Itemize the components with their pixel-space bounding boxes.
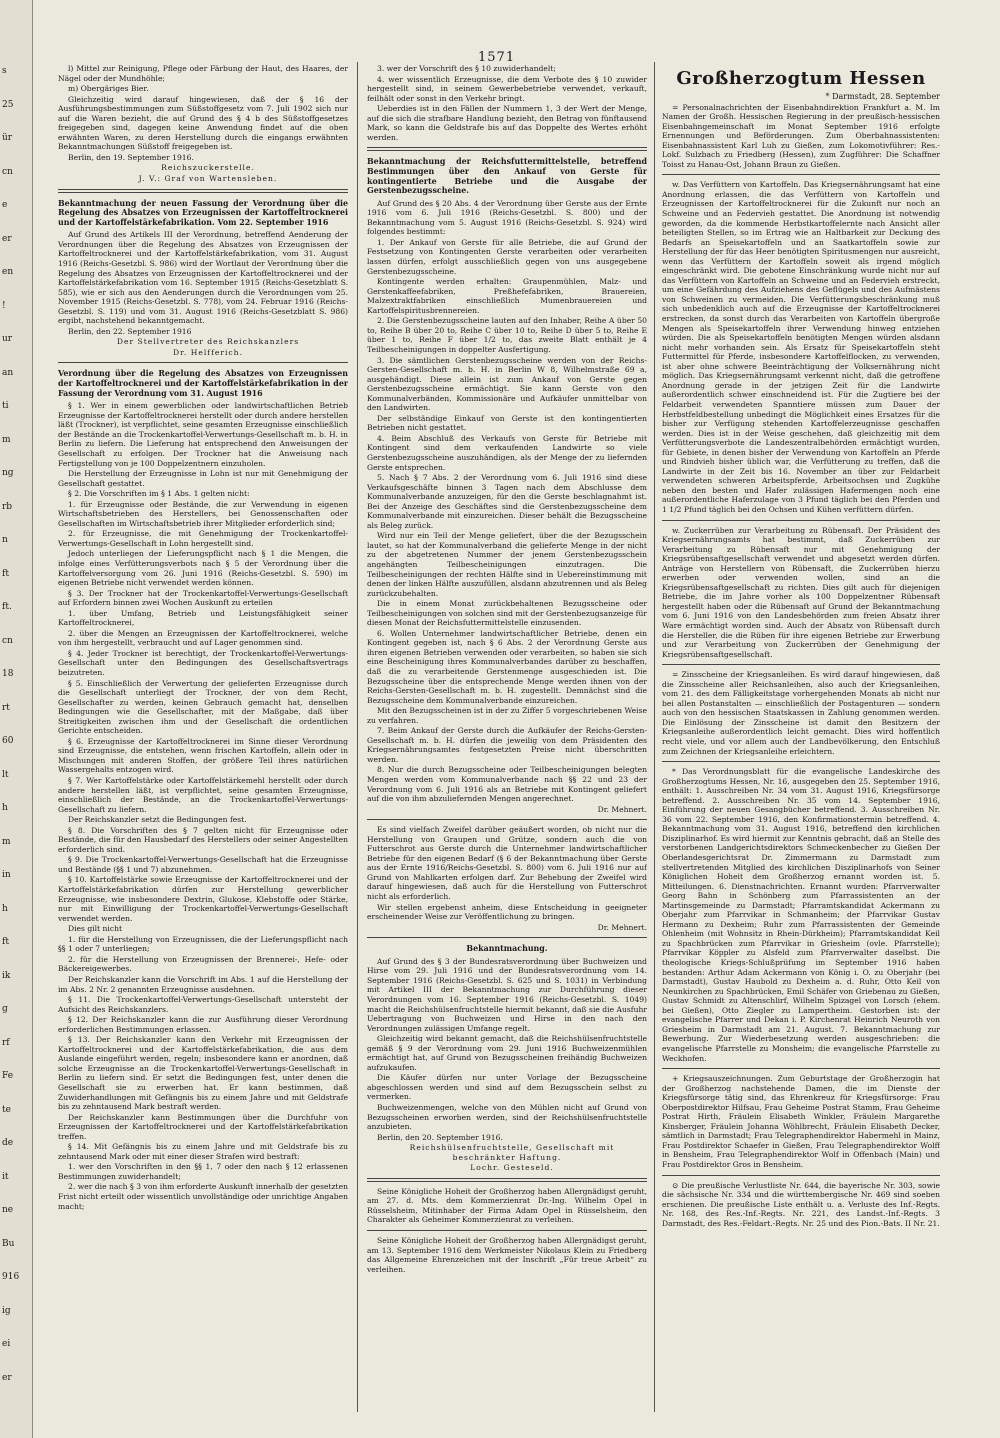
- gutter-fragment: ft: [2, 937, 9, 947]
- opening-paragraphs: [58, 64, 348, 162]
- article-continuation: [367, 64, 647, 142]
- gutter-fragment: ig: [2, 1305, 11, 1316]
- gutter-fragment: Fe: [2, 1071, 14, 1081]
- paragraph: Gleichzeitig wird bekannt gemacht, daß die Reichshülsenfruchtstelle gemäß § 9 der Verordnung vom 29. Juni 1916 Buchweizenmühlen ermächtigt hat, auf Grund von Bezugsscheinen freihändig Buchweizen aufzukaufen.: [367, 1034, 647, 1072]
- gutter-fragment: e: [2, 200, 8, 210]
- divider: [58, 362, 348, 363]
- divider: [662, 520, 940, 521]
- gutter-fragment: rb: [2, 501, 13, 512]
- paragraph: Seine Königliche Hoheit der Großherzog haben Allergnädigst geruht, am 27. d. Mts. dem Kommerzienrat Dr.-Ing. Wilhelm Opel in Rüsselsheim, Mitinhaber der Firma Adam Opel in Rüsselsheim, den Charakter als Geheimer Kommerzienrat zu verleihen.: [367, 1186, 647, 1225]
- gutter-fragment: h: [2, 803, 8, 813]
- signature-name: Lochr. Gesteseld.: [470, 1163, 554, 1173]
- signature-name: Dr. Mehnert.: [597, 804, 647, 814]
- paragraph: 8. Nur die durch Bezugsscheine oder Teilbescheinigungen belegten Mengen werden vom Kommunalverbande nach §§ 22 und 23 der Verordnung vom 6. Juli 1916 als an Betriebe mit Kontingent geliefert auf die von ihm abzuliefernden Mengen angerechnet.: [367, 765, 647, 804]
- paragraph: 4. Beim Abschluß des Verkaufs von Gerste für Betriebe mit Kontingent sind dem verkaufenden Landwirte so viele Gerstenbezugsscheine auszuhändigen, als der Menge der zu liefernden Gerste entsprechen.: [367, 433, 647, 472]
- gutter-fragment: ng: [2, 468, 14, 478]
- paragraph: 2. für die Herstellung von Erzeugnissen der Brennerei-, Hefe- oder Bäckereigewerbes.: [58, 954, 348, 974]
- divider: [662, 174, 940, 175]
- gutter-fragment: lt: [2, 769, 9, 780]
- gutter-fragment: 18: [2, 669, 14, 679]
- divider: [367, 819, 647, 820]
- paragraph: Ueberdies ist in den Fällen der Nummern 1, 3 der Wert der Menge, auf die sich die strafbare Handlung bezieht, den Betrag von fünftausend Mark, so kann die Geldstrafe bis auf das Doppelte des Wertes erhöht werden.: [367, 104, 647, 142]
- dateline: * Darmstadt, 28. September: [825, 92, 940, 101]
- paragraph: w. Das Verfüttern von Kartoffeln. Das Kriegsernährungsamt hat eine Anordnung erlassen, die das Verfüttern von Kartoffeln und Erzeugnissen der Kartoffeltrocknerei für die Zukunft nur noch an Schweine und an Federvieh gestattet. Die Anordnung ist notwendig geworden, da die kommende Herbstkartoffelernte nach Ansicht aller beteiligten Stellen, so im Ertrag wie an Haltbarkeit zur Deckung des Bedarfs an Speisekartoffeln und an Saatkartoffeln sowie zur Herstellung der für das Heer benötigten Spiritusmengen nur ausreicht, wenn das Verfüttern der Kartoffeln soweit als irgend möglich eingeschränkt wird. Die gebotene Einschränkung wurde nicht nur auf das Verfüttern von Kartoffeln an Schweine und an Federvieh erstreckt, um eine Gefährdung des Aufziehens des Geflügels und des Aufmästens von Schweinen zu vermeiden. Die Verfütterungsbeschränkung muß sich unbedenklich auch auf die Erzeugnisse der Kartoffeltrocknerei erstrecken, da sonst durch das Verarbeiten von Kartoffeln übergroße Mengen als Speisekartoffeln ihrer Verwendung hinweg entziehen würden. Die als Speisekartoffeln benötigten Mengen würden alsdann nicht mehr vorhanden sein. Als Ersatz für Speisekartoffeln steht Futtermittel für Pferde, insbesondere Kartoffelflocken, zu verwenden, ist aber ohne schwere Beeinträchtigung der Volksernährung nicht möglich. Das Kriegsernährungsamt verkennt nicht, daß die getroffene Anordnung gerade in der jetzigen Zeit für die Landwirte außerordentlich schwer einschneidend ist. Für die Zugtiere bei der Feldarbeit verwendeten Spanntiere müssen zum Dauer der Herbstfeldbestellung unbedingt die Möglichkeit eines Ersatzes für die bisher zur Verfügung stehenden Kartoffelerzeugnisse geschaffen werden. Dies ist in der Weise geschehen, daß gleichzeitig mit dem Verfütterungsverbote die Landeszentralbehörden ermächtigt wurden, für Gebiete, in denen bisher der Verwendung von Kartoffeln an Pferde und Rindvieh bisher üblich war, die Verfütterung zu treffen, daß die Landwirte in der Zeit bis 16. November an über zur Feldarbeit verwendeten schweren Arbeitspferde, Arbeitsochsen und Zugkühe neben den besten und Hafer zulässigen Hafermengen noch eine außerordentliche Haferzulage von 3 Pfund täglich bei den Pferden und 1 1/2 Pfund täglich bei den Ochsen und Kühen verfüttern dürfen.: [662, 180, 940, 514]
- gutter-fragment: an: [2, 367, 14, 378]
- gutter-fragment: en: [2, 267, 14, 277]
- paragraph: 1. Der Ankauf von Gerste für alle Betriebe, die auf Grund der Festsetzung von Kontingenten Gerste verarbeiten oder verarbeiten lassen dürfen, erfolgt ausschließlich gegen von uns ausgegebene Gerstenbezugsscheine.: [367, 237, 647, 276]
- column-3: [662, 64, 940, 1409]
- paragraph: Der Reichskanzler kann Bestimmungen über die Durchfuhr von Erzeugnissen der Kartoffeltrocknerei und der Kartoffelstärkefabrikation treffen.: [58, 1112, 348, 1141]
- paragraph: 2. wer die nach § 3 von ihm erforderte Auskunft innerhalb der gesetzten Frist nicht erteilt oder wissentlich unvollständige oder unrichtige Angaben macht;: [58, 1182, 348, 1211]
- signature-name: J. V.: Graf von Wartensleben.: [138, 174, 278, 184]
- paragraph: ⊙ Die preußische Verlustliste Nr. 644, die bayerische Nr. 303, sowie die sächsische Nr. 334 und die württembergische Nr. 469 sind soeben erschienen. Die preußische Liste enthält u. a. Verluste des Inf.-Regts. Nr. 168, des Res.-Inf.-Regts. Nr. 221, des Landst.-Inf.-Regts. 3 Darmstadt, des Res.-Feldart.-Regts. Nr. 25 und des Pion.-Bats. II Nr. 21.: [662, 1180, 940, 1228]
- paragraph: § 10. Kartoffelstärke sowie Erzeugnisse der Kartoffeltrocknerei und der Kartoffelstärkefabrikation dürfen zur Herstellung gewerblicher Erzeugnisse, wie insbesondere Dextrin, Glukose, Klebstoffe oder Stärke, nur mit Einwilligung der Trockenkartoffel-Verwertungs-Gesellschaft verwendet werden.: [58, 875, 348, 923]
- signature-name: Dr. Helfferich.: [173, 347, 243, 357]
- signature-name: Dr. Mehnert.: [597, 922, 647, 932]
- gutter-fragment: Bu: [2, 1238, 15, 1249]
- paragraph: Auf Grund des § 3 der Bundesratsverordnung über Buchweizen und Hirse vom 29. Juli 1916 und der Bundesratsverordnung vom 14. September 1916 (Reichs-Gesetzbl. S. 625 und S. 1031) in Verbindung mit Artikel III der Bekanntmachung zur Durchführung dieser Verordnungen vom 16. September 1916 (Reichs-Gesetzbl. S. 1049) macht die Reichshülsenfruchtstelle hiermit bekannt, daß sie die Ausfuhr Uebertragung von Buchweizen und Hirse in den nach den Verordnungen zulässigen Umfange regelt.: [367, 956, 647, 1033]
- paragraph: 4. wer wissentlich Erzeugnisse, die dem Verbote des § 10 zuwider hergestellt sind, in seinem Gewerbebetriebe verwendet, verkauft, feilhält oder sonst in den Verkehr bringt.: [367, 74, 647, 103]
- signature-office: Reichshülsenfruchtstelle, Gesellschaft mit beschränkter Haftung.: [409, 1143, 615, 1162]
- paragraph: Berlin, den 19. September 1916.: [68, 152, 194, 162]
- signature-office: Der Stellvertreter des Reichskanzlers: [116, 337, 300, 347]
- gutter-fragment: h: [2, 903, 8, 914]
- paragraph: 2. für Erzeugnisse, die mit Genehmigung der Trockenkartoffel-Verwertungs-Gesellschaft in Lohn hergestellt sind.: [58, 529, 348, 548]
- gutter-fragment: s: [2, 66, 7, 76]
- gutter-fragment: cn: [2, 635, 13, 646]
- gutter-fragment: ti: [2, 401, 9, 411]
- paragraph: § 1. Wer in einem gewerblichen oder landwirtschaftlichen Betrieb Erzeugnisse der Kartoffeltrocknerei herstellt oder durch andere herstellen läßt (Trockner), ist verpflichtet, seine gesamten Erzeugnisse einschließlich der Bestände an die Trockenkartoffel-Verwertungs-Gesellschaft m. b. H. in Berlin zu liefern. Die Lieferung hat entsprechend den Anweisungen der Gesellschaft zu erfolgen. Der Trockner hat die Anweisung nach Fertigstellung von je 100 Doppelzentnern einzuholen.: [58, 401, 348, 468]
- paragraph: Mit den Bezugsscheinen ist in der zu Ziffer 5 vorgeschriebenen Weise zu verfahren.: [367, 706, 647, 725]
- gutter-fragment: de: [2, 1138, 14, 1148]
- paragraph: Der Reichskanzler kann die Vorschrift im Abs. 1 auf die Herstellung der im Abs. 2 Nr. 2 genannten Erzeugnisse ausdehnen.: [58, 974, 348, 994]
- article-body: [58, 401, 348, 1211]
- column-2: [367, 64, 647, 1409]
- page-number: 1571: [478, 50, 516, 65]
- divider: [367, 147, 647, 151]
- gutter-fragment: er: [2, 233, 12, 244]
- paragraph: Wir stellen ergebenst anheim, diese Entscheidung in geeigneter erscheinender Weise zur Veröffentlichung zu bringen.: [367, 902, 647, 922]
- gutter-fragment: rt: [2, 702, 10, 713]
- gutter-fragment: 60: [2, 736, 14, 746]
- paragraph: 2. Die Gerstenbezugsscheine lauten auf den Inhaber, Reihe A über 50 to, Reihe B über 20 to, Reihe C über 10 to, Reihe D über 5 to, Reihe E über 1 to, Reihe F über 1/2 to, das zweite Blatt enthält je 4 Teilbescheinigungen in doppelter Ausfertigung.: [367, 316, 647, 354]
- paragraph: 1. für die Herstellung von Erzeugnissen, die der Lieferungspflicht nach §§ 1 oder 7 unterliegen;: [58, 934, 348, 954]
- regional-news: [662, 103, 940, 1229]
- paragraph: Kontingente werden erhalten: Graupenmühlen, Malz- und Gerstenkaffeefabriken, Preßhefefabriken, Brauereien, Malzextraktfabriken einschließlich Mumenbrauereien und Kartoffelspiritusbrennereien.: [367, 277, 647, 315]
- paragraph: § 8. Die Vorschriften des § 7 gelten nicht für Erzeugnisse oder Bestände, die für den Hausbedarf des Herstellers oder seiner Angestellten erforderlich sind.: [58, 825, 348, 854]
- gutter-fragment: ur: [2, 334, 13, 344]
- divider: [367, 1178, 647, 1182]
- paragraph: 7. Beim Ankauf der Gerste durch die Aufkäufer der Reichs-Gersten-Gesellschaft m. b. H. dürfen die jeweilig von dem Präsidenten des Kriegsernährungsamtes festgesetzten Preise nicht überschritten werden.: [367, 726, 647, 764]
- paragraph: Berlin, den 20. September 1916.: [377, 1132, 503, 1142]
- paragraph: 6. Wollen Unternehmer landwirtschaftlicher Betriebe, denen ein Kontingent gegeben ist, nach § 6 Abs. 2 der Verordnung Gerste aus ihren eigenen Betrieben verwenden oder verarbeiten, so haben sie sich eine Bescheinigung ihres Kommunalverbandes darüber zu beschaffen, daß die zu verarbeitende Gerstenmenge ausgeschieden ist. Die Bezugsscheine über die entsprechende Menge werden ihnen von der Reichs-Gersten-Gesellschaft m. b. H. zugestellt. Demnächst sind die Bezugsscheine dem Kommunalverbande einzureichen.: [367, 628, 647, 705]
- paragraph: + Kriegsauszeichnungen. Zum Geburtstage der Großherzogin hat der Großherzog nachstehende Damen, die im Dienste der Kriegsfürsorge tätig sind, das Ehrenkreuz für Kriegsfürsorge: Frau Oberpostdirektor Hilfsau, Frau Geheime Postrat Stamm, Frau Geheime Postrat Hirth, Fräulein Elisabeth Winkler, Fräulein Margarethe Kinsberger, Fräulein Johanna Wöhlbrecht, Fräulein Elisabeth Decker, sämtlich in Darmstadt; Frau Telegraphendirektor Habermehl in Mainz, Frau Postdirektor Schaefer in Gießen, Frau Telegraphendirektor Wolff in Bensheim, Frau Telegraphendirektor Wolf in Offenbach (Main) und Frau Postdirektor Gros in Bensheim.: [662, 1074, 940, 1169]
- gutter-fragment: ik: [2, 970, 11, 981]
- divider: [58, 189, 348, 193]
- paragraph: Gleichzeitig wird darauf hingewiesen, daß der § 16 der Ausführungsbestimmungen zum Süßstoffgesetz vom 7. Juli 1902 sich nur auf die Waren bezieht, die auf Grund des § 4 b des Süßstoffgesetzes freigegeben sind, dagegen keine Anwendung findet auf die oben erwähnten Waren, zu deren Herstellung durch die eingangs erwähnten Bekanntmachungen Süßstoff freigegeben ist.: [58, 94, 348, 152]
- gutter-fragment: n: [2, 535, 8, 545]
- column-rule: [357, 62, 358, 1412]
- paragraph: § 3. Der Trockner hat der Trockenkartoffel-Verwertungs-Gesellschaft auf Erfordern binnen zwei Wochen Auskunft zu erteilen: [58, 588, 348, 608]
- divider: [662, 1068, 940, 1069]
- paragraph: Jedoch unterliegen der Lieferungspflicht nach § 1 die Mengen, die infolge eines Verfütterungsverbots nach § 5 der Verordnung über die Kartoffelversorgung vom 26. Juni 1916 (Reichs-Gesetzbl. S. 590) im eigenen Betriebe nicht verwendet werden können.: [58, 549, 348, 588]
- headline: Bekanntmachung der neuen Fassung der Verordnung über die Regelung des Absatzes von Erzeugnissen der Kartoffeltrocknerei und der Kartoffelstärkefabrikation. Vom 22. September 1916: [58, 198, 348, 227]
- gutter-fragment: it: [2, 1171, 9, 1182]
- paragraph: § 7. Wer Kartoffelstärke oder Kartoffelstärkemehl herstellt oder durch andere herstellen läßt, ist verpflichtet, seine gesamten Erzeugnisse, einschließlich der Bestände, an die Trockenkartoffel-Verwertungs-Gesellschaft zu liefern.: [58, 776, 348, 814]
- court-news: [367, 1187, 647, 1274]
- headline: Bekanntmachung.: [466, 944, 548, 954]
- divider: [367, 1230, 647, 1231]
- article-body: [58, 230, 348, 336]
- paragraph: 1. über Umfang, Betrieb und Leistungsfähigkeit seiner Kartoffeltrocknerei,: [58, 608, 348, 628]
- paragraph: Die Herstellung der Erzeugnisse in Lohn ist nur mit Genehmigung der Gesellschaft gestattet.: [58, 469, 348, 488]
- paragraph: Wird nur ein Teil der Menge geliefert, über die der Bezugsschein lautet, so hat der Kommunalverband die gelieferte Menge in der nicht zu der abgetretenen Nummer der jenem Gerstenbezugsschein angehängten Teilbescheinigungen einzutragen. Die Teilbescheinigungen der rechten Hälfte sind in Uebereinstimmung mit denen der linken Hälfte auszufüllen, alsdann abzutrennen und als Beleg zurückzubehalten.: [367, 531, 647, 598]
- gutter-fragment: rf: [2, 1037, 10, 1048]
- paragraph: 3. wer der Vorschrift des § 10 zuwiderhandelt;: [377, 64, 556, 73]
- paragraph: * Das Verordnungsblatt für die evangelische Landeskirche des Großherzogtums Hessen, Nr. 16, ausgegeben den 25. September 1916, enthält: 1. Ausschreiben Nr. 34 vom 31. August 1916, Kriegsfürsorge betreffend. 2. Ausschreiben Nr. 35 vom 14. September 1916, Einführung der neuen Gesangbücher betreffend. 3. Ausschreiben Nr. 36 vom 22. September 1916, den Konfirmationstermin betreffend. 4. Bekanntmachung vom 31. August 1916, betreffend den kirchlichen Disziplinarhof. Es wird hiermit zur Kenntnis gebracht, daß an Stelle des verstorbenen Landgerichtsdirektors Schmeckenbecher zu Gießen Der Oberlandesgerichtsrat Dr. Zimmermann zu Darmstadt zum stellvertretenden Mitglied des kirchlichen Disziplinarhofs von Seiner Königlichen Hoheit dem Großherzog ernannt worden ist. 5. Mitteilungen. 6. Dienstnachrichten. Ernannt wurden: Pfarrverwalter Georg Bahn in Schönberg zum Pfarrassistenten an der Martinsgemeinde zu Darmstadt; Pfarramtskandidat Ackermann zu Oberjahr zum Pfarrvikar in Schmanheim; der Pfarrvikar Gustav Hermann zu Dexheim; Ruhr zum Pfarrassistenten der Gemeinde Ohlenheim (mit Wohnsitz in Rhein-Dürkheim); Pfarramtskandidat Keil zu Spachbrücken zum Pfarrvikar in Griesheim (ovle. Pfarrstelle); Pfarrvikar Köppler zu Alsfeld zum Pfarrverwalter daselbst. Die theologische Kriegs-Schlußprüfung im September 1916 haben bestanden: Arthur Adam Ackermann von König i. O. zu Oberjahr (bei Darmstadt), Gustav Haubold zu Dexheim a. d. Ruhr, Otto Keil von Neunkirchen zu Spachbrücken, Emil Schäfer von Griebenau zu Gießen, Gustav Schmidt zu Altenschlirf, Wilhelm Spizagel von Lorsch (ehem. bei Gießen), Otto Ziegler zu Lampertheim. Gestorben ist: der evangelische Pfarrer und Dekan i. P. Kirchenrat Heinrich Neuroth von Griesheim in Darmstadt am 21. August. 7. Bekanntmachung zur Bewerbung. Zur Wiederbesetzung werden ausgeschrieben: die evangelische Pfarrstelle zu Monsheim; die evangelische Pfarrstelle zu Weckhofen.: [662, 767, 940, 1063]
- paragraph: § 5. Einschließlich der Verwertung der gelieferten Erzeugnisse durch die Gesellschaft unterliegt der Trockner, der von dem Recht, Gesellschafter zu werden, keinen Gebrauch gemacht hat, denselben Bedingungen wie die Gesellschafter, mit der Maßgabe, daß über Streitigkeiten zwischen ihm und der Gesellschaft die ordentlichen Gerichte entscheiden.: [58, 678, 348, 736]
- paragraph: Dies gilt nicht: [68, 924, 123, 934]
- column-rule: [654, 62, 655, 1412]
- paragraph: m) Obergäriges Bier.: [68, 84, 149, 94]
- divider: [662, 761, 940, 762]
- paragraph: Seine Königliche Hoheit der Großherzog haben Allergnädigst geruht, am 13. September 1916 dem Werkmeister Nikolaus Klein zu Friedberg das Allgemeine Ehrenzeichen mit der Inschrift „Für treue Arbeit“ zu verleihen.: [367, 1236, 647, 1274]
- gutter-fragment: m: [2, 836, 11, 847]
- section-title: Großherzogtum Hessen: [676, 68, 926, 89]
- divider: [662, 1175, 940, 1176]
- gutter-fragment: m: [2, 434, 11, 445]
- article-body: [367, 957, 647, 1142]
- headline: Verordnung über die Regelung des Absatzes von Erzeugnissen der Kartoffeltrocknerei und der Kartoffelstärkefabrikation in der Fassung der Verordnung vom 31. August 1916: [58, 369, 348, 398]
- previous-page-gutter: [0, 0, 33, 1438]
- gutter-fragment: 916: [2, 1272, 20, 1282]
- paragraph: 5. Nach § 7 Abs. 2 der Verordnung vom 6. Juli 1916 sind diese Verkaufsgeschäfte binnen 3 Tagen nach dem Abschlusse dem Kommunalverbande anzuzeigen, für den die Gerste beschlagnahmt ist. Bei der Anzeige des Geschäftes sind die Gerstenbezugsscheine dem Kommunalverbande mit einzureichen. Dieser behält die Bezugsscheine als Beleg zurück.: [367, 473, 647, 530]
- paragraph: Der selbständige Einkauf von Gerste ist den kontingentierten Betrieben nicht gestattet.: [367, 413, 647, 433]
- paragraph: 3. Die sämtlichen Gerstenbezugsscheine werden von der Reichs-Gersten-Gesellschaft m. b. H. in Berlin W 8, Wilhelmstraße 69 a, ausgehändigt. Diese allein ist zum Ankauf von Gerste gegen Gerstenbezugsscheine ermächtigt. Sie kann Gerste von den Kommunalverbänden, Kommissionäre und Aufkäufer unmittelbar von den Landwirten.: [367, 355, 647, 413]
- paragraph: w. Zuckerrüben zur Verarbeitung zu Rübensaft. Der Präsident des Kriegsernährungsamts hat bestimmt, daß Zuckerrüben zur Verarbeitung zu Rübensaft nur mit Genehmigung der Kriegsrübensaftgesellschaft verwendet und abgesetzt werden dürfen. Anträge von Herstellern von Rübensaft, die Zuckerrüben hierzu erwerben oder verwenden wollen, sind an die Kriegsrübensaftgesellschaft zu richten. Dies gilt auch für diejenigen Betriebe, die im Jahre vorher als 100 Doppelzentner Rübensaft hergestellt haben oder die Rübensaft auf Grund der Bekanntmachung vom 6. Juni 1916 von den Landesbehörden zum freien Absatz ihrer Ware ermächtigt worden sind. Auch der Absatz von Rübensaft durch die Hersteller, die die Rüben für ihre eigenen Betriebe zur Erwerbung und zur Verarbeitung von Zuckerrüben der Genehmigung der Kriegsrübensaftgesellschaft.: [662, 525, 940, 659]
- paragraph: Die Käufer dürfen nur unter Vorlage der Bezugsscheine abgeschlossen werden und sind auf dem Bezugsschein selbst zu vermerken.: [367, 1073, 647, 1102]
- gutter-fragment: in: [2, 870, 11, 880]
- paragraph: 1. wer den Vorschriften in den §§ 1, 7 oder den nach § 12 erlassenen Bestimmungen zuwiderhandelt;: [58, 1162, 348, 1181]
- paragraph: = Zinsscheine der Kriegsanleihen. Es wird darauf hingewiesen, daß die Zinsscheine aller Reichsanleihen, also auch der Kriegsanleihen, vom 21. des dem Fälligkeitstage vorhergehenden Monats ab nicht nur bei allen Postanstalten — einschließlich der Postagenturen — sondern auch von den hessischen Staatskassen in Zahlung genommen werden. Die Einlösung der Zinsscheine ist damit den Besitzern der Kriegsanleihe außerordentlich leicht gemacht. Dies wird hoffentlich recht viele, und vor allem auch der Landbevölkerung, den Entschluß zum Zeichnen der Kriegsanleihe erleichtern.: [662, 670, 940, 756]
- paragraph: Berlin, den 22. September 1916: [68, 326, 192, 336]
- signature-office: Reichszuckerstelle.: [161, 163, 255, 173]
- gutter-fragment: 25: [2, 99, 14, 110]
- gutter-fragment: ei: [2, 1339, 11, 1349]
- gutter-fragment: ne: [2, 1205, 14, 1215]
- gutter-fragment: ft: [2, 568, 9, 579]
- paragraph: = Personalnachrichten der Eisenbahndirektion Frankfurt a. M. Im Namen der Großh. Hessischen Regierung in der preußisch-hessischen Eisenbahngemeinschaft im Monat September 1916 erfolgte Ernennungen und Beförderungen. Zum Oberbahnassistenten: Eisenbahnassistent Karl Luh zu Gießen, zum Lokomotivführer: Res.-Lokf. Sulzbach zu Friedberg (Hessen), zum Zugführer: Die Schaffner Toisst zu Hanau-Ost, Johann Braun zu Gießen.: [662, 102, 940, 169]
- paragraph: § 2. Die Vorschriften im § 1 Abs. 1 gelten nicht:: [68, 489, 250, 499]
- divider: [367, 937, 647, 938]
- paragraph: Der Reichskanzler setzt die Bedingungen fest.: [68, 815, 247, 825]
- column-1: [58, 64, 348, 1409]
- gutter-fragment: te: [2, 1104, 11, 1115]
- paragraph: § 13. Der Reichskanzler kann den Verkehr mit Erzeugnissen der Kartoffeltrocknerei und der Kartoffelstärkefabrikation, die aus dem Auslande eingeführt werden, regeln; insbesondere kann er anordnen, daß solche Erzeugnisse an die Trockenkartoffel-Verwertungs-Gesellschaft in Berlin zu liefern sind. Er setzt die Bedingungen fest, unter denen die Gesellschaft sie zu erwerben hat. Er kann bestimmen, daß Zuwiderhandlungen mit Gefängnis bis zu einem Jahre und mit Geldstrafe bis zu zehntausend Mark bestraft werden.: [58, 1035, 348, 1112]
- gutter-fragment: er: [2, 1372, 12, 1383]
- paragraph: § 4. Jeder Trockner ist berechtigt, der Trockenkartoffel-Verwertungs-Gesellschaft unter den Bedingungen des Gesellschaftsvertrags beizutreten.: [58, 648, 348, 677]
- paragraph: Es sind vielfach Zweifel darüber geäußert worden, ob nicht nur die Herstellung von Graupen und Grütze, sondern auch die von Futterschrot aus Gerste durch die Unternehmer landwirtschaftlicher Betriebe für den eigenen Bedarf (§ 6 der Bekanntmachung über Gerste aus der Ernte 1916/Reichs-Gesetzbl. S. 800) vom 6. Juli 1916 nur auf Grund von Mahlkarten erfolgen darf. Zur Behebung der Zweifel wird darauf hingewiesen, daß auch für die Herstellung von Futterschrot nicht als erforderlich.: [367, 825, 647, 902]
- paragraph: l) Mittel zur Reinigung, Pflege oder Färbung der Haut, des Haares, der Nägel oder der Mundhöhle;: [58, 64, 348, 83]
- paragraph: § 11. Die Trockenkartoffel-Verwertungs-Gesellschaft untersteht der Aufsicht des Reichskanzlers.: [58, 995, 348, 1014]
- article-body: [367, 199, 647, 804]
- headline: Bekanntmachung der Reichsfuttermittelstelle, betreffend Bestimmungen über den Ankauf von Gerste für kontingentierte Betriebe und die Ausgabe der Gerstenbezugsscheine.: [367, 157, 647, 196]
- paragraph: § 14. Mit Gefängnis bis zu einem Jahre und mit Geldstrafe bis zu zehntausend Mark oder mit einer dieser Strafen wird bestraft:: [58, 1142, 348, 1161]
- paragraph: § 6. Erzeugnisse der Kartoffeltrocknerei im Sinne dieser Verordnung sind Erzeugnisse, die entstehen, wenn frischen Kartoffeln, allein oder in Mischungen mit anderen Stoffen, der größere Teil ihres natürlichen Wassergehalts entzogen wird.: [58, 736, 348, 775]
- paragraph: § 12. Der Reichskanzler kann die zur Ausführung dieser Verordnung erforderlichen Bestimmungen erlassen.: [58, 1015, 348, 1034]
- gutter-fragment: !: [2, 300, 6, 311]
- divider: [662, 664, 940, 665]
- paragraph: 2. über die Mengen an Erzeugnissen der Kartoffeltrocknerei, welche von ihm hergestellt, verbraucht und auf Lager genommen sind.: [58, 628, 348, 648]
- paragraph: § 9. Die Trockenkartoffel-Verwertungs-Gesellschaft hat die Erzeugnisse und Bestände (§§ 1 und 7) abzunehmen.: [58, 855, 348, 874]
- paragraph: 1. für Erzeugnisse oder Bestände, die zur Verwendung in eigenen Wirtschaftsbetrieben des Herstellers, bei Genossenschaften oder Gesellschaften im Wirtschaftsbetrieb ihrer Mitglieder erforderlich sind;: [58, 499, 348, 528]
- paragraph: Die in einem Monat zurückbehaltenen Bezugsscheine oder Teilbescheinigungen von solchen sind mit der Gerstenbezugsanzeige für diesen Monat der Reichsfuttermittelstelle einzusenden.: [367, 599, 647, 628]
- gutter-fragment: ür: [2, 133, 13, 143]
- gutter-fragment: ft.: [2, 602, 12, 612]
- paragraph: Auf Grund des Artikels III der Verordnung, betreffend Aenderung der Verordnungen über die Regelung des Absatzes von Erzeugnissen der Kartoffeltrocknerei und der Kartoffelstärkefabrikation, vom 31. August 1916 (Reichs-Gesetzbl. S. 986) wird der Wortlaut der Verordnung über die Regelung des Absatzes von Erzeugnissen der Kartoffeltrocknerei und der Kartoffelstärkefabrikation vom 16. September 1915 (Reichs-Gesetzblatt S. 585), wie er sich aus den Aenderungen durch die Verordnungen vom 25. November 1915 (Reichs-Gesetzbl. S. 778), vom 24. Februar 1916 (Reichs-Gesetzbl. S. 119) und vom 31. August 1916 (Reichs-Gesetzblatt S. 986) ergibt, nachstehend bekanntgemacht.: [58, 230, 348, 326]
- article-body: [367, 825, 647, 921]
- gutter-fragment: cn: [2, 166, 13, 177]
- gutter-fragment: g: [2, 1004, 8, 1014]
- paragraph: Buchweizenmengen, welche von den Mühlen nicht auf Grund von Bezugsscheinen erworben werden, sind der Reichshülsenfruchtstelle anzubieten.: [367, 1103, 647, 1132]
- paragraph: Auf Grund des § 20 Abs. 4 der Verordnung über Gerste aus der Ernte 1916 vom 6. Juli 1916 (Reichs-Gesetzbl. S. 800) und der Bekanntmachung vom 5. August 1916 (Reichs-Gesetzbl. S. 924) wird folgendes bestimmt:: [367, 198, 647, 237]
